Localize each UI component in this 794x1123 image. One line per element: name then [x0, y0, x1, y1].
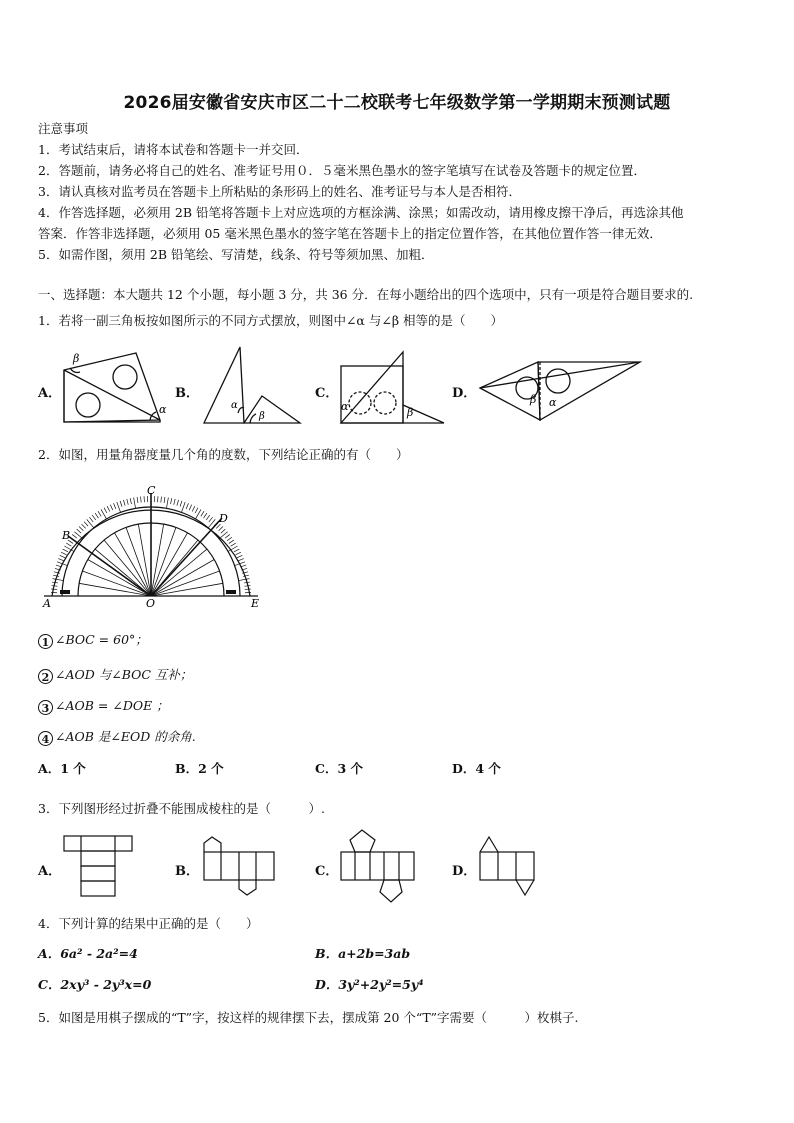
- protractor-tick: [130, 498, 131, 504]
- q4-option-a: A．6a² - 2a²=4: [38, 946, 138, 961]
- protractor-tick: [192, 506, 195, 511]
- q2-statement-2: [38, 667, 192, 684]
- protractor-tick: [134, 498, 136, 509]
- protractor-tick: [72, 534, 77, 538]
- q3-net-d: [0, 0, 1, 1]
- q1-d-alpha: α: [549, 396, 557, 409]
- statement-number: 1: [38, 634, 53, 649]
- protractor-tick: [186, 503, 188, 509]
- q2-statement-4: [38, 729, 196, 746]
- statement-number: 4: [38, 731, 53, 746]
- protractor-tick: [74, 532, 82, 539]
- protractor-tick: [201, 511, 204, 516]
- q1-a-beta: β: [73, 352, 80, 365]
- protractor-tick: [104, 508, 107, 513]
- notice-item: 3．请认真核对监考员在答题卡上所粘贴的条形码上的姓名、准考证号与本人是否相符．: [38, 184, 521, 199]
- q4-option-b: B．a+2b=3ab: [315, 946, 411, 961]
- q1-b-beta: β: [259, 411, 265, 422]
- notice-item: 2．答题前，请务必将自己的姓名、准考证号用０．５毫米黑色墨水的签字笔填写在试卷及答题卡的规定位置．: [38, 163, 646, 178]
- statement-text: ∠AOB = ∠DOE ；: [55, 698, 169, 713]
- point-b-label: B: [62, 529, 71, 542]
- q2-option-d: D．4 个: [452, 761, 501, 776]
- q1-d-beta: β: [530, 393, 537, 406]
- notice-item: 1．考试结束后，请将本试卷和答题卡一并交回．: [38, 142, 309, 157]
- protractor-tick: [229, 540, 234, 543]
- protractor-tick: [225, 534, 230, 538]
- notice-item: 5．如需作图，须用 2B 铅笔绘、写清楚，线条、符号等须加黑、加粗．: [38, 247, 434, 262]
- protractor-tick: [209, 517, 213, 522]
- q2-option-c: C．3 个: [315, 761, 363, 776]
- q4-option-c: C．2xy³ - 2y³x=0: [38, 977, 152, 992]
- protractor-tick: [107, 506, 110, 511]
- statement-text: ∠BOC = 60°；: [55, 632, 148, 647]
- protractor-tick: [235, 552, 240, 555]
- q1-c-alpha: α: [341, 400, 349, 413]
- protractor-tick: [120, 501, 122, 507]
- point-e-label: E: [251, 597, 260, 610]
- protractor-tick: [181, 502, 185, 512]
- notice-heading: 注意事项: [38, 121, 89, 136]
- protractor-tick: [98, 511, 101, 516]
- point-d-label: D: [219, 512, 228, 525]
- question-1-stem: 1．若将一副三角板按如图所示的不同方式摆放，则图中∠α 与∠β 相等的是（ ）: [38, 313, 504, 328]
- protractor-tick: [110, 505, 112, 510]
- q2-option-a: A．1 个: [38, 761, 86, 776]
- protractor-tick: [52, 586, 58, 587]
- protractor-tick: [177, 500, 179, 506]
- q1-option-a-label: A．: [38, 386, 62, 401]
- protractor-tick: [77, 529, 81, 533]
- protractor-tick: [57, 562, 67, 566]
- statement-text: ∠AOB 是∠EOD 的余角.: [55, 729, 196, 744]
- protractor-tick: [117, 502, 121, 512]
- section-heading: 一、选择题：本大题共 12 个小题，每小题 3 分，共 36 分．在每小题给出的四个选项中，只有一项是符合题目要求的.: [38, 287, 694, 302]
- protractor-tick: [237, 555, 242, 557]
- q3-option-d-label: D．: [452, 864, 477, 879]
- protractor-tick: [195, 508, 198, 513]
- protractor-tick: [231, 543, 236, 546]
- q3-option-c-label: C．: [315, 864, 339, 879]
- protractor-tick: [60, 555, 65, 557]
- notice-item: 4．作答选择题，必须用 2B 铅笔将答题卡上对应选项的方框涂满、涂黑；如需改动，请用橡皮擦干净后，再选涂其他: [38, 205, 684, 220]
- q1-option-d-label: D．: [452, 386, 477, 401]
- protractor-tick: [189, 505, 191, 510]
- q3-option-a-label: A．: [38, 864, 62, 879]
- protractor-tick: [53, 579, 64, 581]
- q2-statement-1: [38, 632, 148, 649]
- protractor-tick: [204, 513, 207, 518]
- protractor-tick: [58, 559, 64, 561]
- protractor-tick: [206, 515, 210, 520]
- protractor-tick: [234, 549, 239, 552]
- q1-option-b-label: B．: [175, 386, 199, 401]
- protractor-tick: [89, 517, 93, 522]
- statement-number: 2: [38, 669, 53, 684]
- protractor-tick: [114, 503, 116, 509]
- protractor-tick: [82, 524, 86, 528]
- protractor-tick: [239, 579, 250, 581]
- protractor-tick: [171, 498, 172, 504]
- protractor-tick: [84, 522, 88, 526]
- protractor-tick: [238, 559, 244, 561]
- protractor-tick: [127, 499, 128, 505]
- notice-item: 答案．作答非选择题，必须用 05 毫米黑色墨水的签字笔在答题卡上的指定位置作答，在其他位置作答一律无效．: [38, 226, 662, 241]
- protractor-tick: [164, 497, 165, 503]
- question-2-stem: 2．如图，用量角器度量几个角的度数，下列结论正确的有（ ）: [38, 447, 409, 462]
- protractor-tick: [66, 543, 71, 546]
- protractor-tick: [123, 500, 125, 506]
- point-a-label: A: [43, 597, 51, 610]
- statement-text: ∠AOD 与∠BOC 互补；: [55, 667, 193, 682]
- protractor-tick: [166, 498, 168, 509]
- protractor-tick: [137, 497, 138, 503]
- protractor-tick: [235, 562, 245, 566]
- protractor-tick: [180, 501, 182, 507]
- question-4-stem: 4．下列计算的结果中正确的是（ ）: [38, 916, 259, 931]
- protractor-tick: [221, 529, 225, 533]
- q1-b-alpha: α: [231, 400, 238, 411]
- page-title: 2026届安徽省安庆市区二十二校联考七年级数学第一学期期末预测试题: [123, 93, 671, 113]
- q2-option-b: B．2 个: [175, 761, 224, 776]
- protractor-tick: [52, 582, 58, 583]
- point-o-label: O: [146, 597, 156, 610]
- q4-option-d: D．3y²+2y²=5y⁴: [315, 977, 424, 992]
- protractor-tick: [219, 527, 223, 531]
- protractor-tick: [92, 515, 96, 520]
- q1-c-beta: β: [407, 406, 414, 419]
- protractor-tick: [61, 552, 66, 555]
- protractor-tick: [87, 519, 94, 527]
- statement-number: 3: [38, 700, 53, 715]
- protractor-tick: [161, 497, 162, 503]
- point-c-label: C: [147, 484, 156, 497]
- q3-option-b-label: B．: [175, 864, 199, 879]
- protractor-tick: [63, 549, 68, 552]
- protractor-tick: [79, 527, 83, 531]
- protractor-tick: [174, 499, 175, 505]
- protractor-tick: [141, 497, 142, 503]
- q1-a-alpha: α: [159, 403, 167, 416]
- q1-option-c-label: C．: [315, 386, 339, 401]
- protractor-tick: [244, 582, 250, 583]
- protractor-tick: [244, 586, 250, 587]
- protractor-tick: [95, 513, 98, 518]
- protractor-tick: [227, 537, 232, 541]
- question-5-stem: 5．如图是用棋子摆成的“T”字，按这样的规律摆下去，摆成第 20 个“T”字需要（ ）枚棋子.: [38, 1010, 579, 1025]
- question-3-stem: 3．下列图形经过折叠不能围成棱柱的是（ ）.: [38, 801, 325, 816]
- q2-statement-3: [38, 698, 169, 715]
- protractor-tick: [219, 532, 227, 539]
